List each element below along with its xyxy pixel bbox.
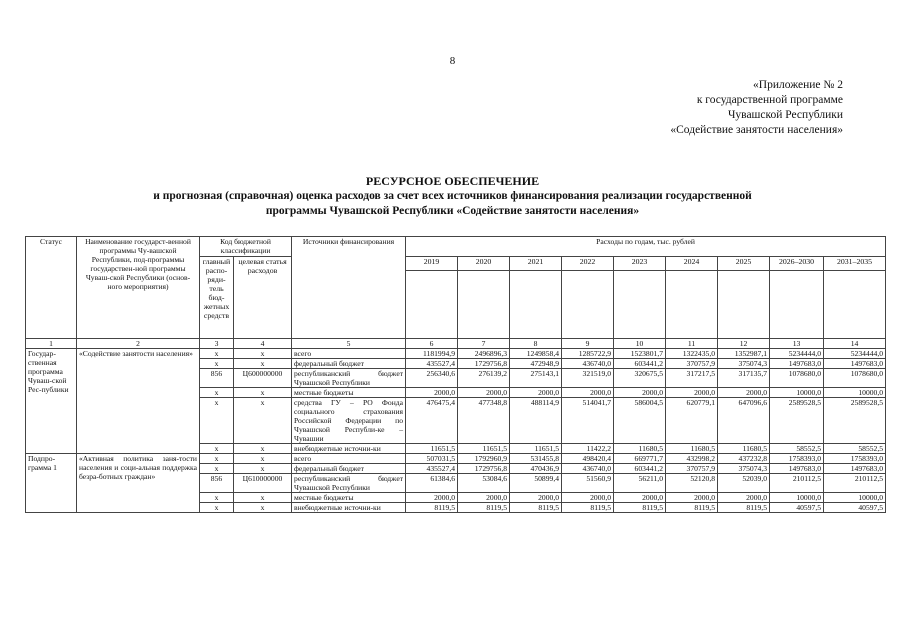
col-number: 5 [292, 339, 406, 349]
row-value: 2496896,3 [458, 349, 510, 359]
header-year: 2021 [510, 257, 562, 271]
row-value: 2000,0 [666, 388, 718, 398]
header-year: 2025 [718, 257, 770, 271]
row-value: 1322435,0 [666, 349, 718, 359]
row-value: 10000,0 [770, 388, 824, 398]
header-year-spacer [666, 271, 718, 339]
row-program-name: «Содействие занятости населения» [77, 349, 200, 454]
resource-table [25, 236, 886, 513]
row-value: 507031,5 [406, 454, 458, 464]
row-source: внебюджетные источни-ки [292, 444, 406, 454]
row-value: 51560,9 [562, 474, 614, 493]
row-value: 514041,7 [562, 398, 614, 444]
row-value: 375074,3 [718, 359, 770, 369]
row-target-item: x [234, 454, 292, 464]
row-value: 1181994,9 [406, 349, 458, 359]
row-value: 10000,0 [824, 388, 886, 398]
row-grbs: x [200, 444, 234, 454]
row-value: 477348,8 [458, 398, 510, 444]
row-source: местные бюджеты [292, 493, 406, 503]
row-value: 1729756,8 [458, 359, 510, 369]
appendix-line-2: к государственной программе [696, 94, 843, 106]
row-value: 2000,0 [666, 493, 718, 503]
row-status: Подпро-грамма 1 [26, 454, 77, 513]
column-numbers-row [26, 339, 886, 349]
row-target-item: x [234, 349, 292, 359]
row-value: 317217,5 [666, 369, 718, 388]
row-value: 275143,1 [510, 369, 562, 388]
row-target-item: Ц610000000 [234, 474, 292, 493]
row-source: республиканский бюджет Чувашской Республики [292, 474, 406, 493]
row-source: всего [292, 349, 406, 359]
row-value: 11680,5 [718, 444, 770, 454]
row-value: 603441,2 [614, 464, 666, 474]
row-value: 437232,8 [718, 454, 770, 464]
appendix-line-3: Чувашской Республики [727, 109, 843, 121]
title-sub-2: программы Чувашской Республики «Содействие занятости населения» [265, 205, 640, 217]
row-value: 58552,5 [824, 444, 886, 454]
header-year-spacer [562, 271, 614, 339]
row-value: 10000,0 [824, 493, 886, 503]
row-grbs: x [200, 464, 234, 474]
row-value: 11422,2 [562, 444, 614, 454]
row-value: 2000,0 [406, 493, 458, 503]
row-grbs: x [200, 493, 234, 503]
row-value: 2000,0 [718, 493, 770, 503]
row-value: 11680,5 [666, 444, 718, 454]
row-value: 50899,4 [510, 474, 562, 493]
row-value: 2000,0 [718, 388, 770, 398]
row-value: 1758393,0 [770, 454, 824, 464]
row-value: 11651,5 [458, 444, 510, 454]
row-value: 276139,2 [458, 369, 510, 388]
row-value: 436740,0 [562, 464, 614, 474]
appendix-header [583, 78, 843, 138]
row-target-item: x [234, 359, 292, 369]
row-target-item: x [234, 444, 292, 454]
row-value: 432998,2 [666, 454, 718, 464]
row-value: 1497683,0 [770, 359, 824, 369]
row-value: 8119,5 [718, 503, 770, 513]
row-source: всего [292, 454, 406, 464]
row-value: 2000,0 [510, 388, 562, 398]
row-value: 435527,4 [406, 464, 458, 474]
row-grbs: x [200, 454, 234, 464]
row-value: 52039,0 [718, 474, 770, 493]
row-value: 210112,5 [824, 474, 886, 493]
row-value: 1078680,0 [770, 369, 824, 388]
row-value: 5234444,0 [770, 349, 824, 359]
row-value: 1523801,7 [614, 349, 666, 359]
row-value: 8119,5 [562, 503, 614, 513]
appendix-line-4: «Содействие занятости населения» [670, 124, 843, 136]
row-value: 8119,5 [458, 503, 510, 513]
row-value: 11680,5 [614, 444, 666, 454]
page-number: 8 [449, 55, 456, 67]
row-value: 1497683,0 [824, 359, 886, 369]
row-grbs: 856 [200, 369, 234, 388]
row-value: 321519,0 [562, 369, 614, 388]
row-value: 436740,0 [562, 359, 614, 369]
title-main: РЕСУРСНОЕ ОБЕСПЕЧЕНИЕ [365, 174, 540, 188]
row-source: республиканский бюджет Чувашской Республики [292, 369, 406, 388]
row-target-item: x [234, 398, 292, 444]
header-status: Статус [26, 237, 77, 339]
row-value: 1497683,0 [770, 464, 824, 474]
row-value: 1249858,4 [510, 349, 562, 359]
row-value: 375074,3 [718, 464, 770, 474]
row-value: 53084,6 [458, 474, 510, 493]
header-year-spacer [770, 271, 824, 339]
row-value: 1352987,1 [718, 349, 770, 359]
header-target-item: целевая статья расходов [234, 257, 292, 339]
col-number: 10 [614, 339, 666, 349]
row-value: 40597,5 [770, 503, 824, 513]
row-value: 317135,7 [718, 369, 770, 388]
row-source: федеральный бюджет [292, 464, 406, 474]
header-year: 2022 [562, 257, 614, 271]
row-value: 2589528,5 [824, 398, 886, 444]
col-number: 12 [718, 339, 770, 349]
row-value: 10000,0 [770, 493, 824, 503]
row-value: 1729756,8 [458, 464, 510, 474]
row-value: 1792960,9 [458, 454, 510, 464]
row-value: 2000,0 [614, 388, 666, 398]
row-value: 8119,5 [406, 503, 458, 513]
row-source: федеральный бюджет [292, 359, 406, 369]
row-status: Государ-ственная программа Чуваш-ской Рес-публики [26, 349, 77, 454]
col-number: 4 [234, 339, 292, 349]
row-target-item: x [234, 503, 292, 513]
header-source: Источники финансирования [292, 237, 406, 339]
header-year-spacer [510, 271, 562, 339]
row-value: 603441,2 [614, 359, 666, 369]
row-value: 620779,1 [666, 398, 718, 444]
row-value: 8119,5 [614, 503, 666, 513]
row-source: внебюджетные источни-ки [292, 503, 406, 513]
header-budget-code: Код бюджетной классификации [200, 237, 292, 257]
header-name: Наименование государст-венной программы Чу-вашской Республики, под-программы государствен-ной программы Чуваш-ской Республики (основ-ного мероприятия) [77, 237, 200, 339]
header-year-spacer [718, 271, 770, 339]
row-value: 370757,9 [666, 464, 718, 474]
title-sub-1: и прогнозная (справочная) оценка расходов за счет всех источников финансирования реализации государственной [153, 190, 752, 202]
row-value: 2000,0 [562, 493, 614, 503]
row-grbs: x [200, 398, 234, 444]
row-target-item: x [234, 464, 292, 474]
row-value: 1497683,0 [824, 464, 886, 474]
col-number: 1 [26, 339, 77, 349]
row-value: 2000,0 [614, 493, 666, 503]
header-year: 2020 [458, 257, 510, 271]
col-number: 13 [770, 339, 824, 349]
col-number: 2 [77, 339, 200, 349]
header-year: 2023 [614, 257, 666, 271]
col-number: 6 [406, 339, 458, 349]
col-number: 11 [666, 339, 718, 349]
header-year-spacer [614, 271, 666, 339]
row-value: 476475,4 [406, 398, 458, 444]
row-value: 2589528,5 [770, 398, 824, 444]
col-number: 8 [510, 339, 562, 349]
col-number: 7 [458, 339, 510, 349]
table-row [26, 349, 886, 359]
row-source: местные бюджеты [292, 388, 406, 398]
row-grbs: 856 [200, 474, 234, 493]
row-grbs: x [200, 503, 234, 513]
row-value: 2000,0 [458, 388, 510, 398]
row-value: 669771,7 [614, 454, 666, 464]
row-value: 8119,5 [666, 503, 718, 513]
header-year: 2026–2030 [770, 257, 824, 271]
header-expenses: Расходы по годам, тыс. рублей [406, 237, 886, 257]
row-target-item: x [234, 388, 292, 398]
row-value: 498420,4 [562, 454, 614, 464]
row-value: 370757,9 [666, 359, 718, 369]
row-value: 488114,9 [510, 398, 562, 444]
col-number: 9 [562, 339, 614, 349]
row-program-name: «Активная политика заня-тости населения и соци-альная поддержка безра-ботных граждан» [77, 454, 200, 513]
row-value: 56211,0 [614, 474, 666, 493]
row-value: 647096,6 [718, 398, 770, 444]
row-value: 2000,0 [406, 388, 458, 398]
header-year: 2031–2035 [824, 257, 886, 271]
row-value: 256340,6 [406, 369, 458, 388]
row-value: 472948,9 [510, 359, 562, 369]
row-value: 5234444,0 [824, 349, 886, 359]
header-year-spacer [824, 271, 886, 339]
appendix-line-1: «Приложение № 2 [753, 79, 843, 91]
row-value: 2000,0 [562, 388, 614, 398]
row-value: 58552,5 [770, 444, 824, 454]
header-year-spacer [406, 271, 458, 339]
row-value: 1758393,0 [824, 454, 886, 464]
row-value: 210112,5 [770, 474, 824, 493]
row-value: 11651,5 [406, 444, 458, 454]
row-value: 1285722,9 [562, 349, 614, 359]
header-year-spacer [458, 271, 510, 339]
row-value: 435527,4 [406, 359, 458, 369]
header-grbs: главный распо-ряди-тель бюд-жетных средств [200, 257, 234, 339]
row-value: 52120,8 [666, 474, 718, 493]
document-title [0, 174, 905, 219]
table-row [26, 454, 886, 464]
row-value: 8119,5 [510, 503, 562, 513]
col-number: 3 [200, 339, 234, 349]
header-year: 2019 [406, 257, 458, 271]
row-grbs: x [200, 349, 234, 359]
col-number: 14 [824, 339, 886, 349]
row-value: 61384,6 [406, 474, 458, 493]
header-year: 2024 [666, 257, 718, 271]
row-value: 320675,5 [614, 369, 666, 388]
row-value: 470436,9 [510, 464, 562, 474]
row-value: 2000,0 [458, 493, 510, 503]
row-value: 1078680,0 [824, 369, 886, 388]
row-value: 11651,5 [510, 444, 562, 454]
row-source: средства ГУ – РО Фонда социального страхования Российской Федерации по Чувашской Республи-ке – Чувашии [292, 398, 406, 444]
row-value: 531455,8 [510, 454, 562, 464]
row-target-item: x [234, 493, 292, 503]
row-grbs: x [200, 359, 234, 369]
row-grbs: x [200, 388, 234, 398]
row-target-item: Ц600000000 [234, 369, 292, 388]
row-value: 586004,5 [614, 398, 666, 444]
row-value: 40597,5 [824, 503, 886, 513]
row-value: 2000,0 [510, 493, 562, 503]
